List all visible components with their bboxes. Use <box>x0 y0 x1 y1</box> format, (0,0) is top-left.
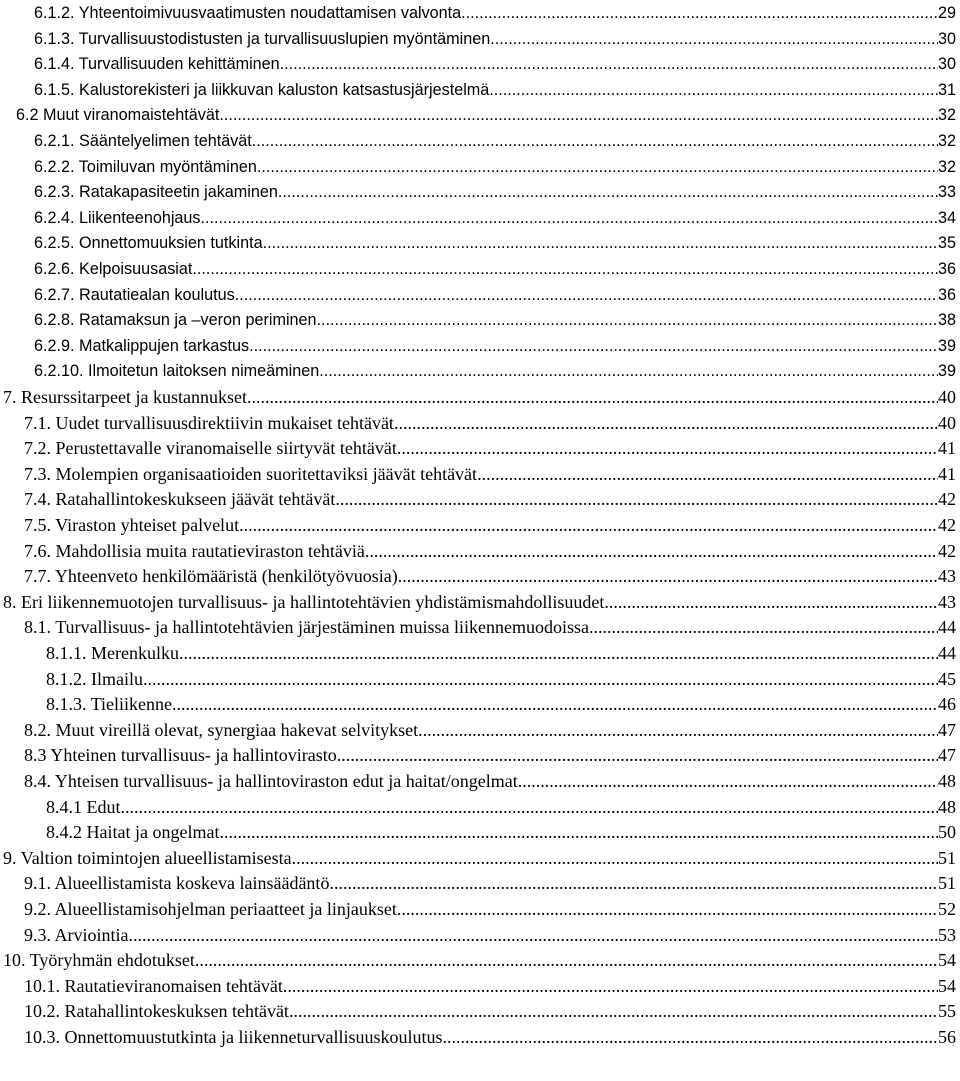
toc-entry-title[interactable] <box>34 1 461 25</box>
dot-leader <box>121 795 939 819</box>
toc-entry-number: 6.2.9. <box>34 336 75 355</box>
toc-entry-number: 10.3. <box>24 1027 60 1047</box>
toc-row[interactable] <box>0 334 960 358</box>
dot-leader <box>394 411 938 435</box>
dot-leader <box>192 257 938 281</box>
toc-row[interactable] <box>0 27 960 51</box>
toc-page-number: 32 <box>937 157 956 176</box>
toc-row[interactable] <box>0 539 960 563</box>
toc-entry-title[interactable] <box>3 385 247 409</box>
toc-entry-title[interactable] <box>24 436 397 460</box>
toc-entry-number: 7.3. <box>24 463 51 484</box>
toc-entry-text: Onnettomuuksien tutkinta <box>79 234 263 253</box>
toc-row[interactable] <box>0 1 960 25</box>
toc-page-number: 56 <box>938 1027 956 1047</box>
toc-entry-number: 9.2. <box>24 899 51 919</box>
toc-page-number: 48 <box>938 796 956 817</box>
toc-row[interactable] <box>0 641 960 665</box>
toc-entry-title[interactable] <box>24 974 283 998</box>
toc-page-number: 36 <box>937 285 956 304</box>
toc-entry-number: 10. <box>3 950 26 971</box>
toc-entry-title[interactable] <box>34 308 317 332</box>
toc-entry[interactable] <box>34 257 956 281</box>
toc-entry-text: Muut vireillä olevat, synergiaa hakevat selvitykset <box>55 719 419 740</box>
toc-entry-text: Työryhmän ehdotukset <box>29 950 195 971</box>
toc-page-number: 42 <box>938 540 956 561</box>
toc-entry[interactable] <box>46 820 956 844</box>
toc-entry-title[interactable] <box>34 206 201 230</box>
toc-entry-text: Ratahallintokeskuksen tehtävät <box>64 1001 289 1022</box>
toc-entry-text: Liikenteenohjaus <box>79 208 201 227</box>
toc-entry-number: 6.1.4. <box>34 55 75 74</box>
toc-entry[interactable] <box>3 590 956 614</box>
toc-entry[interactable] <box>34 359 956 383</box>
dot-leader <box>489 78 938 102</box>
toc-page-number: 42 <box>938 489 956 510</box>
toc-entry-text: Rautatiealan koulutus <box>79 285 235 304</box>
toc-entry-text: Turvallisuustodistusten ja turvallisuuslupien myöntäminen <box>78 29 491 48</box>
toc-entry-title[interactable] <box>34 334 249 358</box>
toc-entry-text: Eri liikennemuotojen turvallisuus- ja hallintotehtävien yhdistämismahdollisuudet <box>21 591 605 612</box>
toc-page-number: 44 <box>938 617 956 638</box>
toc-entry-number: 7.7. <box>24 566 51 587</box>
toc-row[interactable] <box>0 103 960 127</box>
toc-entry[interactable] <box>46 641 956 665</box>
toc-entry-number: 6.2 <box>16 106 39 125</box>
toc-entry-number: 7.2. <box>24 438 51 459</box>
toc-entry[interactable] <box>3 385 956 409</box>
toc-entry-text: Alueellistamista koskeva lainsäädäntö <box>54 873 330 894</box>
toc-entry-text: Merenkulku <box>91 643 179 663</box>
toc-entry-text: Yhteinen turvallisuus- ja hallintovirasto <box>50 745 337 766</box>
toc-page-number: 30 <box>937 29 956 48</box>
toc-entry[interactable] <box>3 948 956 972</box>
dot-leader <box>201 206 938 230</box>
toc-entry-title[interactable] <box>24 615 589 639</box>
toc-entry-title[interactable] <box>24 718 418 742</box>
toc-entry-number: 8. <box>3 591 17 612</box>
dot-leader <box>397 897 938 921</box>
toc-page-number: 47 <box>938 719 956 740</box>
toc-row[interactable] <box>0 871 960 895</box>
dot-leader <box>589 615 938 639</box>
toc-entry-text: Resurssitarpeet ja kustannukset <box>21 387 247 407</box>
toc-entry-text: Viraston yhteiset palvelut <box>55 515 240 535</box>
toc-entry[interactable] <box>34 180 956 204</box>
toc-entry-text: Valtion toimintojen alueellistamisesta <box>20 847 292 868</box>
toc-entry-title[interactable] <box>46 692 172 716</box>
toc-entry-number: 6.2.6. <box>34 260 75 278</box>
toc-entry-number: 8.1.3. <box>46 694 87 715</box>
toc-entry-title[interactable] <box>24 462 477 486</box>
toc-entry-number: 10.1. <box>24 975 60 996</box>
toc-entry-text: Kalustorekisteri ja liikkuvan kaluston katsastusjärjestelmä <box>79 80 490 99</box>
toc-entry-text: Ratamaksun ja –veron periminen <box>79 311 317 330</box>
toc-entry-title[interactable] <box>24 769 518 793</box>
toc-entry-title[interactable] <box>24 897 397 921</box>
toc-entry-title[interactable] <box>3 846 292 870</box>
toc-entry-title[interactable] <box>34 27 490 51</box>
toc-page-number: 35 <box>937 234 956 253</box>
toc-entry-title[interactable] <box>34 283 235 307</box>
toc-entry-title[interactable] <box>3 948 195 972</box>
toc-entry[interactable] <box>24 718 956 742</box>
toc-entry[interactable] <box>34 1 956 25</box>
toc-entry[interactable] <box>3 846 956 870</box>
toc-entry-number: 6.2.10. <box>34 362 84 381</box>
toc-entry[interactable] <box>24 513 956 537</box>
toc-row[interactable] <box>0 795 960 819</box>
toc-entry-number: 6.2.8. <box>34 311 75 330</box>
toc-entry-text: Tieliikenne <box>90 694 173 715</box>
toc-page-number: 31 <box>937 80 956 99</box>
toc-entry-title[interactable] <box>34 257 192 281</box>
toc-row[interactable] <box>0 359 960 383</box>
toc-entry-text: Toimiluvan myöntäminen <box>78 157 257 176</box>
dot-leader <box>477 462 938 486</box>
toc-entry-text: Haitat ja ongelmat <box>86 822 220 843</box>
toc-entry-text: Mahdollisia muita rautatieviraston tehtäviä <box>55 540 365 561</box>
toc-entry[interactable] <box>34 308 956 332</box>
dot-leader <box>518 769 938 793</box>
toc-row[interactable] <box>0 948 960 972</box>
toc-page-number: 54 <box>938 975 956 996</box>
dot-leader <box>247 385 938 409</box>
toc-page-number: 39 <box>937 362 956 381</box>
toc-row[interactable] <box>0 462 960 486</box>
toc-row[interactable] <box>0 769 960 793</box>
toc-entry-text: Uudet turvallisuusdirektiivin mukaiset tehtävät <box>55 412 394 433</box>
dot-leader <box>442 1025 938 1049</box>
toc-page-number: 55 <box>938 1001 956 1022</box>
toc-entry[interactable] <box>24 539 956 563</box>
toc-row[interactable] <box>0 180 960 204</box>
dot-leader <box>278 180 938 204</box>
toc-entry-title[interactable] <box>34 359 319 383</box>
toc-row[interactable] <box>0 129 960 153</box>
toc-entry-number: 8.2. <box>24 719 51 740</box>
toc-entry-number: 8.4.1 <box>46 796 82 817</box>
toc-entry[interactable] <box>46 692 956 716</box>
toc-entry-number: 9.3. <box>24 924 51 945</box>
toc-row[interactable] <box>0 743 960 767</box>
dot-leader <box>337 743 938 767</box>
toc-entry[interactable] <box>24 743 956 767</box>
toc-entry-number: 9.1. <box>24 873 51 894</box>
toc-row[interactable] <box>0 308 960 332</box>
toc-page-number: 48 <box>938 771 956 791</box>
toc-entry-text: Edut <box>86 796 121 817</box>
toc-entry-number: 6.1.5. <box>34 80 75 99</box>
toc-entry-text: Ratahallintokeskukseen jäävät tehtävät <box>55 489 336 510</box>
toc-page-number: 40 <box>938 387 956 407</box>
toc-entry-text: Yhteisen turvallisuus- ja hallintoviraston edut ja haitat/ongelmat <box>54 771 518 791</box>
toc-page-number: 54 <box>938 950 956 971</box>
toc-entry[interactable] <box>34 283 956 307</box>
toc-row[interactable] <box>0 1025 960 1049</box>
toc-entry-text: Kelpoisuusasiat <box>79 260 193 278</box>
toc-page-number: 45 <box>938 668 956 689</box>
toc-page-number: 42 <box>938 515 956 535</box>
toc-entry-title[interactable] <box>24 743 337 767</box>
dot-leader <box>129 923 938 947</box>
toc-entry-number: 7. <box>3 387 17 407</box>
dot-leader <box>398 564 938 588</box>
toc-entry[interactable] <box>24 923 956 947</box>
dot-leader <box>252 129 938 153</box>
toc-row[interactable] <box>0 436 960 460</box>
toc-entry-text: Ilmoitetun laitoksen nimeäminen <box>88 362 320 381</box>
toc-entry-title[interactable] <box>34 180 278 204</box>
dot-leader <box>249 334 938 358</box>
toc-page-number: 43 <box>938 591 956 612</box>
toc-entry-text: Yhteentoimivuusvaatimusten noudattamisen valvonta <box>78 4 462 22</box>
dot-leader <box>365 539 938 563</box>
toc-row[interactable] <box>0 590 960 614</box>
toc-page-number: 39 <box>937 336 956 355</box>
dot-leader <box>179 641 938 665</box>
toc-entry-text: Sääntelyelimen tehtävät <box>79 132 252 150</box>
dot-leader <box>219 103 938 127</box>
dot-leader <box>397 436 938 460</box>
toc-entry-number: 8.1.1. <box>46 643 87 663</box>
toc-entry-number: 8.4. <box>24 771 51 791</box>
toc-row[interactable] <box>0 718 960 742</box>
dot-leader <box>257 155 938 179</box>
toc-entry-text: Perustettavalle viranomaiselle siirtyvät tehtävät <box>55 438 397 459</box>
dot-leader <box>319 359 938 383</box>
toc-entry[interactable] <box>24 436 956 460</box>
toc-page-number: 33 <box>937 183 956 202</box>
toc-row[interactable] <box>0 615 960 639</box>
toc-entry-number: 8.1. <box>24 617 51 638</box>
toc-entry-text: Ilmailu <box>91 668 143 689</box>
toc-entry-text: Alueellistamisohjelman periaatteet ja linjaukset <box>54 899 397 919</box>
toc-page-number: 32 <box>937 106 956 125</box>
toc-row[interactable] <box>0 923 960 947</box>
toc-row[interactable] <box>0 78 960 102</box>
toc-entry-number: 7.4. <box>24 489 51 510</box>
dot-leader <box>235 283 938 307</box>
toc-row[interactable] <box>0 231 960 255</box>
toc-page-number: 36 <box>937 260 956 278</box>
toc-row[interactable] <box>0 667 960 691</box>
toc-entry[interactable] <box>16 103 956 127</box>
toc-page-number: 51 <box>938 873 956 894</box>
dot-leader <box>604 590 938 614</box>
toc-entry-number: 6.1.3. <box>34 29 75 48</box>
toc-page-number: 46 <box>938 694 956 715</box>
toc-entry[interactable] <box>24 769 956 793</box>
toc-page-number: 41 <box>938 438 956 459</box>
toc-entry[interactable] <box>24 999 956 1023</box>
toc-entry-text: Muut viranomaistehtävät <box>43 106 220 125</box>
toc-entry[interactable] <box>24 871 956 895</box>
toc-entry-number: 8.3 <box>24 745 47 766</box>
toc-row[interactable] <box>0 155 960 179</box>
dot-leader <box>490 27 938 51</box>
toc-page-number: 32 <box>937 132 956 150</box>
dot-leader <box>292 846 938 870</box>
toc-entry-number: 6.2.2. <box>34 157 75 176</box>
toc-entry-title[interactable] <box>24 923 129 947</box>
toc-entry-title[interactable] <box>16 103 219 127</box>
toc-page-number: 41 <box>938 463 956 484</box>
dot-leader <box>263 231 938 255</box>
toc-entry-title[interactable] <box>34 78 489 102</box>
toc-row[interactable] <box>0 206 960 230</box>
toc-row[interactable] <box>0 411 960 435</box>
toc-entry-title[interactable] <box>34 129 252 153</box>
toc-entry-title[interactable] <box>34 155 257 179</box>
toc-row[interactable] <box>0 385 960 409</box>
toc-entry-title[interactable] <box>3 590 604 614</box>
toc-entry-number: 6.2.4. <box>34 208 75 227</box>
toc-entry-number: 6.2.5. <box>34 234 75 253</box>
toc-entry-number: 7.5. <box>24 515 51 535</box>
toc-row[interactable] <box>0 846 960 870</box>
dot-leader <box>195 948 938 972</box>
toc-entry-number: 6.2.1. <box>34 132 75 150</box>
toc-row[interactable] <box>0 513 960 537</box>
toc-row[interactable] <box>0 257 960 281</box>
toc-entry[interactable] <box>46 795 956 819</box>
dot-leader <box>280 52 938 76</box>
toc-entry-title[interactable] <box>46 667 143 691</box>
dot-leader <box>418 718 938 742</box>
toc-entry-number: 6.2.7. <box>34 285 75 304</box>
toc-entry[interactable] <box>34 27 956 51</box>
dot-leader <box>172 692 938 716</box>
toc-page-number: 38 <box>937 311 956 330</box>
toc-entry-number: 7.6. <box>24 540 51 561</box>
dot-leader <box>289 999 938 1023</box>
toc-row[interactable] <box>0 897 960 921</box>
toc-entry-text: Yhteenveto henkilömääristä (henkilötyövuosia) <box>54 566 398 587</box>
toc-row[interactable] <box>0 974 960 998</box>
toc-entry-number: 7.1. <box>24 412 51 433</box>
toc-row[interactable] <box>0 52 960 76</box>
toc-entry-title[interactable] <box>24 513 239 537</box>
toc-entry-number: 8.1.2. <box>46 668 87 689</box>
dot-leader <box>335 487 938 511</box>
toc-page-number: 53 <box>938 924 956 945</box>
toc-row[interactable] <box>0 692 960 716</box>
toc-entry-title[interactable] <box>24 539 365 563</box>
toc-page-number: 52 <box>938 899 956 919</box>
toc-entry[interactable] <box>24 462 956 486</box>
toc-entry-title[interactable] <box>24 1025 442 1049</box>
toc-entry[interactable] <box>24 897 956 921</box>
toc-entry-title[interactable] <box>34 231 263 255</box>
dot-leader <box>283 974 938 998</box>
toc-page-number: 29 <box>937 4 956 22</box>
toc-entry[interactable] <box>34 52 956 76</box>
toc-page-number: 43 <box>938 566 956 587</box>
toc-entry-text: Matkalippujen tarkastus <box>79 336 250 355</box>
toc-entry-number: 6.2.3. <box>34 183 75 202</box>
toc-page-number: 50 <box>938 822 956 843</box>
toc-entry[interactable] <box>34 78 956 102</box>
toc-entry-number: 8.4.2 <box>46 822 82 843</box>
toc-entry-text: Rautatieviranomaisen tehtävät <box>64 975 283 996</box>
toc-entry-title[interactable] <box>24 487 335 511</box>
toc-entry[interactable] <box>24 411 956 435</box>
toc-entry-text: Ratakapasiteetin jakaminen <box>79 183 278 202</box>
toc-entry-number: 9. <box>3 847 17 868</box>
toc-entry-title[interactable] <box>46 795 121 819</box>
toc-entry-number: 10.2. <box>24 1001 60 1022</box>
toc-entry-number: 6.1.2. <box>34 4 75 22</box>
toc-entry-title[interactable] <box>24 999 289 1023</box>
toc-page-number: 47 <box>938 745 956 766</box>
toc-page-number: 34 <box>937 208 956 227</box>
toc-entry[interactable] <box>34 129 956 153</box>
toc-entry-text: Arviointia <box>54 924 129 945</box>
dot-leader <box>317 308 938 332</box>
toc-entry-text: Molempien organisaatioiden suoritettaviksi jäävät tehtävät <box>55 463 478 484</box>
dot-leader <box>239 513 938 537</box>
dot-leader <box>219 820 938 844</box>
toc-page-number: 51 <box>938 847 956 868</box>
toc-entry-title[interactable] <box>46 641 179 665</box>
toc-entry-title[interactable] <box>24 564 398 588</box>
toc-entry[interactable] <box>34 206 956 230</box>
toc-entry-text: Turvallisuuden kehittäminen <box>78 55 280 74</box>
toc-entry[interactable] <box>34 231 956 255</box>
toc-entry[interactable] <box>24 615 956 639</box>
toc-entry[interactable] <box>24 974 956 998</box>
dot-leader <box>329 871 938 895</box>
toc-row[interactable] <box>0 283 960 307</box>
toc-page-number: 44 <box>938 643 956 663</box>
toc-entry[interactable] <box>46 667 956 691</box>
dot-leader <box>143 667 938 691</box>
toc-row[interactable] <box>0 999 960 1023</box>
dot-leader <box>461 1 938 25</box>
toc-entry[interactable] <box>24 1025 956 1049</box>
toc-entry-title[interactable] <box>34 52 280 76</box>
toc-entry-title[interactable] <box>24 411 394 435</box>
toc-entry-title[interactable] <box>24 871 329 895</box>
toc-entry[interactable] <box>24 487 956 511</box>
toc-entry[interactable] <box>34 155 956 179</box>
toc-row[interactable] <box>0 820 960 844</box>
toc-entry-text: Turvallisuus- ja hallintotehtävien järjestäminen muissa liikennemuodoissa <box>55 617 589 638</box>
toc-entry[interactable] <box>24 564 956 588</box>
toc-entry-text: Onnettomuustutkinta ja liikenneturvallisuuskoulutus <box>64 1027 443 1047</box>
toc-page-number: 40 <box>938 412 956 433</box>
toc-entry-title[interactable] <box>46 820 219 844</box>
toc-row[interactable] <box>0 564 960 588</box>
toc-page-number: 30 <box>937 55 956 74</box>
toc-row[interactable] <box>0 487 960 511</box>
toc-entry[interactable] <box>34 334 956 358</box>
